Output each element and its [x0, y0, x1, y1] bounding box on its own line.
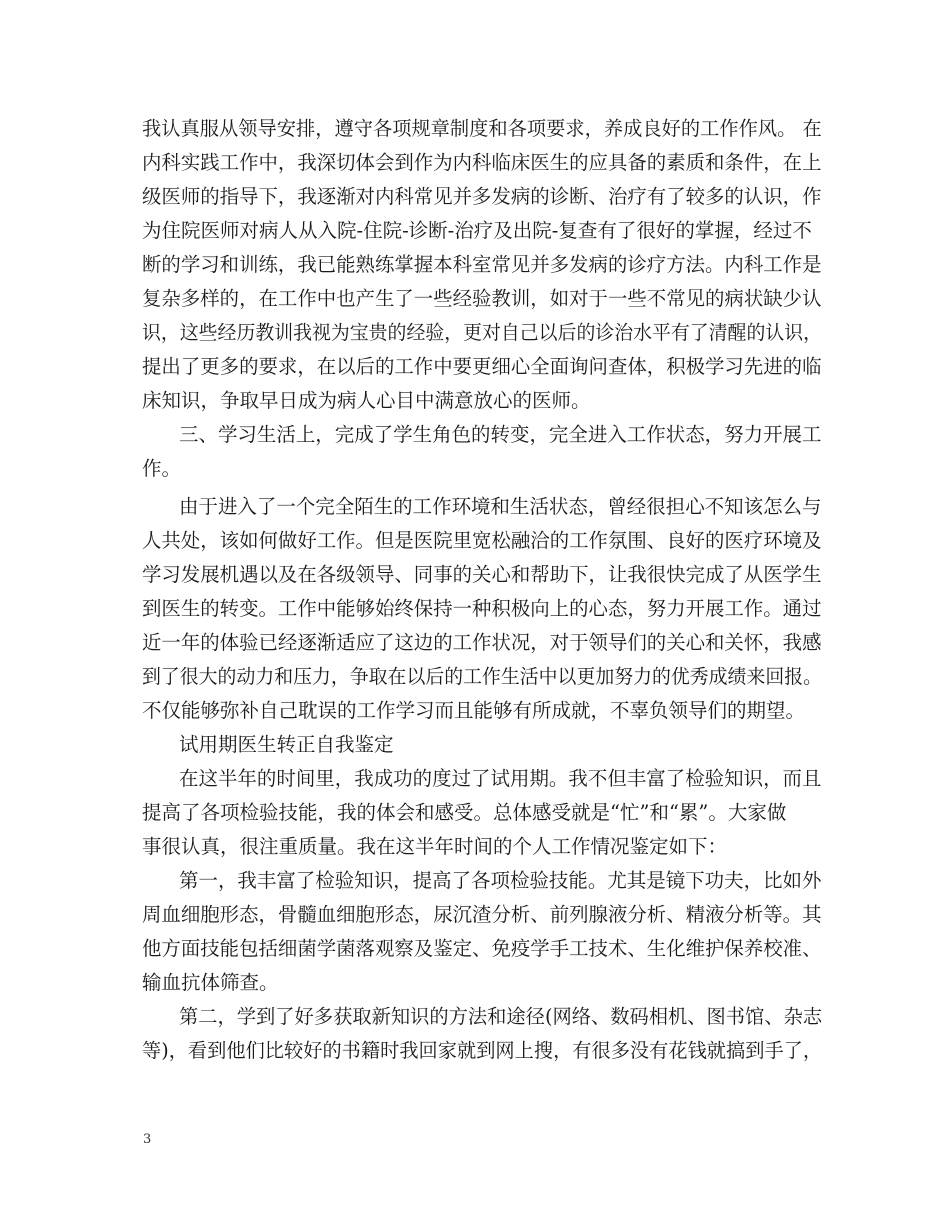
text-line: 周血细胞形态，骨髓血细胞形态，尿沉渣分析、前列腺液分析、精液分析等。其 — [142, 903, 822, 926]
text-line: 床知识，争取早日成为病人心目中满意放心的医师。 — [142, 389, 591, 412]
text-line: 第一，我丰富了检验知识，提高了各项检验技能。尤其是镜下功夫，比如外 — [179, 869, 822, 892]
text-line: 近一年的体验已经逐渐适应了这边的工作状况，对于领导们的关心和关怀，我感 — [142, 631, 822, 654]
text-line: 第二，学到了好多获取新知识的方法和途径(网络、数码相机、图书馆、杂志 — [179, 1005, 823, 1028]
text-line: 提出了更多的要求，在以后的工作中要更细心全面询问查体，积极学习先进的临 — [142, 355, 822, 378]
text-line: 在这半年的时间里，我成功的度过了试用期。我不但丰富了检验知识，而且 — [179, 767, 822, 790]
page-number: 3 — [143, 1132, 152, 1147]
text-line: 由于进入了一个完全陌生的工作环境和生活状态，曾经很担心不知该怎么与 — [179, 495, 822, 518]
text-line: 识，这些经历教训我视为宝贵的经验，更对自己以后的诊治水平有了清醒的认识， — [142, 321, 823, 344]
text-line: 断的学习和训练，我已能熟练掌握本科室常见并多发病的诊疗方法。内科工作是 — [142, 253, 822, 276]
text-line: 他方面技能包括细菌学菌落观察及鉴定、免疫学手工技术、生化维护保养校准、 — [142, 937, 822, 960]
text-line: 复杂多样的，在工作中也产生了一些经验教训，如对于一些不常见的病状缺少认 — [142, 287, 822, 310]
text-line: 不仅能够弥补自己耽误的工作学习而且能够有所成就，不辜负领导们的期望。 — [142, 699, 806, 722]
text-line: 到医生的转变。工作中能够始终保持一种积极向上的心态，努力开展工作。通过 — [142, 597, 822, 620]
section-heading: 试用期医生转正自我鉴定 — [179, 733, 394, 756]
text-line: 提高了各项检验技能，我的体会和感受。总体感受就是“忙”和“累”。大家做 — [142, 801, 787, 824]
text-line: 事很认真，很注重质量。我在这半年时间的个人工作情况鉴定如下： — [142, 835, 728, 858]
text-line: 学习发展机遇以及在各级领导、同事的关心和帮助下，让我很快完成了从医学生 — [142, 563, 822, 586]
text-line: 三、学习生活上，完成了学生角色的转变，完全进入工作状态，努力开展工 — [179, 423, 822, 446]
text-line: 内科实践工作中，我深切体会到作为内科临床医生的应具备的素质和条件，在上 — [142, 151, 822, 174]
text-line: 到了很大的动力和压力，争取在以后的工作生活中以更加努力的优秀成绩来回报。 — [142, 665, 823, 688]
text-line: 输血抗体筛查。 — [142, 971, 279, 994]
text-line: 我认真服从领导安排，遵守各项规章制度和各项要求，养成良好的工作作风。 在 — [142, 117, 822, 140]
text-line: 人共处，该如何做好工作。但是医院里宽松融洽的工作氛围、良好的医疗环境及 — [142, 529, 822, 552]
text-line: 作。 — [142, 457, 182, 480]
text-line: 等)，看到他们比较好的书籍时我回家就到网上搜，有很多没有花钱就搞到手了， — [142, 1039, 823, 1062]
text-line: 为住院医师对病人从入院-住院-诊断-治疗及出院-复查有了很好的掌握，经过不 — [142, 219, 812, 242]
text-line: 级医师的指导下，我逐渐对内科常见并多发病的诊断、治疗有了较多的认识，作 — [142, 185, 822, 208]
